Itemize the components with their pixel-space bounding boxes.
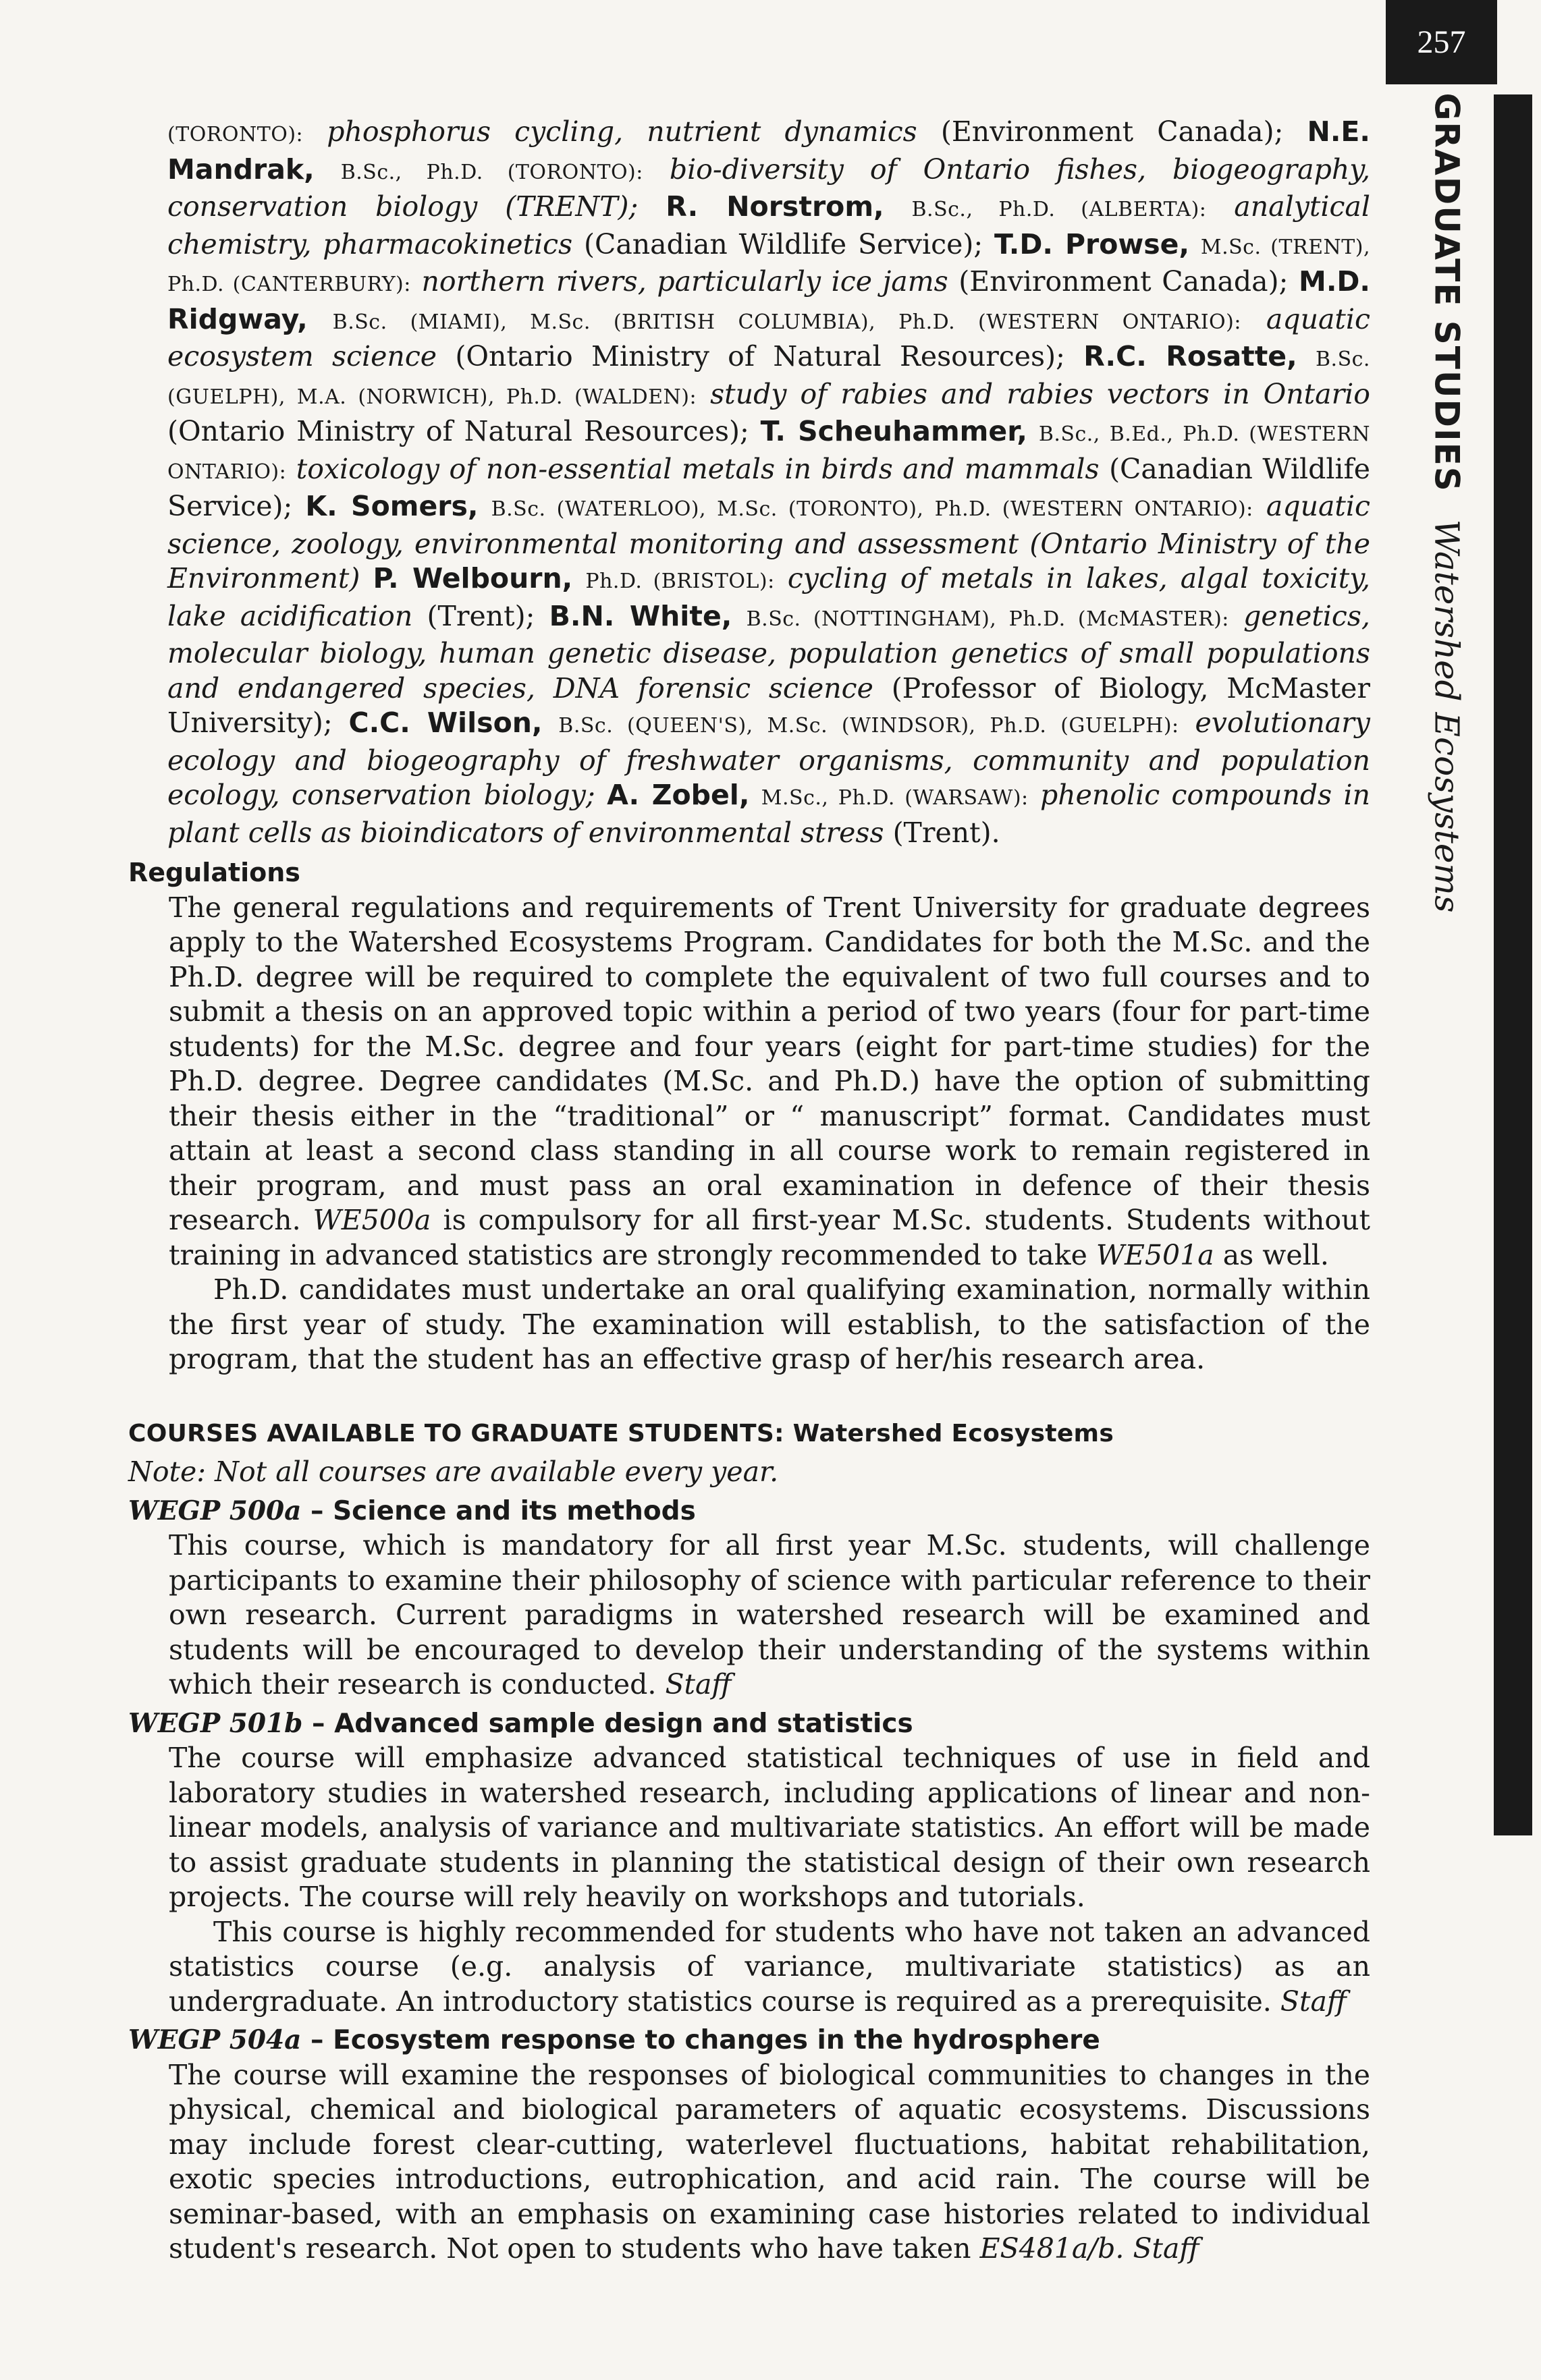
course-body-501b: The course will emphasize advanced statistical techniques of use in field and laboratory studies in watershed research, including applications of linear and non-linear models, analysis of variance and multivariate statistics. An effort will be made to assist graduate students in planning the statistical design of their own research projects. The course will rely heavily on workshops and tutorials. This course is highly recommended for students who have not taken an advanced statistics course (e.g. analysis of variance, multivariate statistics) as an undergraduate. An introductory statistics course is required as a prerequisite. Staff [169, 1742, 1370, 2018]
page-number: 257 [1386, 0, 1497, 84]
side-tab-section: GRADUATE STUDIES [1427, 92, 1466, 493]
side-tab [1399, 92, 1494, 913]
faculty-list: (TORONTO): phosphorus cycling, nutrient dynamics (Environment Canada); N.E. Mandrak, B.Sc., Ph.D. (TORONTO): bio-diversity of Ontario fishes, biogeography, conservation biology (TRENT); R. Norstrom, B.Sc., Ph.D. (ALBERTA): analytical chemistry, pharmacokinetics (Canadian Wildlife Service); T.D. Prowse, M.Sc. (TRENT), Ph.D. (CANTERBURY): northern rivers, particularly ice jams (Environment Canada); M.D. Ridgway, B.Sc. (MIAMI), M.Sc. (BRITISH COLUMBIA), Ph.D. (WESTERN ONTARIO): aquatic ecosystem science (Ontario Ministry of Natural Resources); R.C. Rosatte, B.Sc. (GUELPH), M.A. (NORWICH), Ph.D. (WALDEN): study of rabies and rabies vectors in Ontario (Ontario Ministry of Natural Resources); T. Scheuhammer, B.Sc., B.Ed., Ph.D. (WESTERN ONTARIO): toxicology of non-essential metals in birds and mammals (Canadian Wildlife Service); K. Somers, B.Sc. (WATERLOO), M.Sc. (TORONTO), Ph.D. (WESTERN ONTARIO): aquatic science, zoology, environmental monitoring and assessment (Ontario Ministry of the Environment) P. Welbourn, Ph.D. (BRISTOL): cycling of metals in lakes, algal toxicity, lake acidification (Trent); B.N. White, B.Sc. (NOTTINGHAM), Ph.D. (McMASTER): genetics, molecular biology, human genetic disease, population genetics of small populations and endangered species, DNA forensic science (Professor of Biology, McMaster University); C.C. Wilson, B.Sc. (QUEEN'S), M.Sc. (WINDSOR), Ph.D. (GUELPH): evolutionary ecology and biogeography of freshwater organisms, community and population ecology, conservation biology; A. Zobel, M.Sc., Ph.D. (WARSAW): phenolic compounds in plant cells as bioindicators of environmental stress (Trent). [167, 115, 1370, 849]
courses-heading: COURSES AVAILABLE TO GRADUATE STUDENTS: Watershed Ecosystems [128, 1419, 1114, 1447]
regulations-paragraph-1: The general regulations and requirements of Trent University for graduate degrees apply to the Watershed Ecosystems Program. Candidates for both the M.Sc. and the Ph.D. degree will be required to complete the equivalent of two full courses and to submit a thesis on an approved topic within a period of two years (four for part-time students) for the M.Sc. degree and four years (eight for part-time studies) for the Ph.D. degree. Degree candidates (M.Sc. and Ph.D.) have the option of submitting their thesis either in the “traditional” or “ manuscript” format. Candidates must attain at least a second class standing in all course work to remain registered in their program, and must pass an oral examination in defence of their thesis research. WE500a is compulsory for all first-year M.Sc. students. Students without training in advanced statistics are strongly recommended to take WE501a as well. [169, 891, 1370, 1271]
regulations-heading: Regulations [128, 858, 300, 887]
side-tab-program: Watershed Ecosystems [1427, 519, 1466, 913]
courses-note: Note: Not all courses are available every year. [128, 1456, 779, 1488]
course-body-500a: This course, which is mandatory for all first year M.Sc. students, will challenge participants to examine their philosophy of science with particular reference to their own research. Current paradigms in watershed research will be examined and students will be encouraged to develop their understanding of the systems within which their research is conducted. Staff [169, 1529, 1370, 1700]
course-title-504a: WEGP 504a – Ecosystem response to changes in the hydrosphere [128, 2024, 1100, 2055]
page-content [128, 115, 1370, 2267]
course-body-504a: The course will examine the responses of biological communities to changes in the physical, chemical and biological parameters of aquatic ecosystems. Discussions may include forest clear-cutting, waterlevel fluctuations, habitat rehabilitation, exotic species introductions, eutrophication, and acid rain. The course will be seminar-based, with an emphasis on examining case histories related to individual student's research. Not open to students who have taken ES481a/b. Staff [169, 2058, 1370, 2265]
side-bar [1494, 94, 1532, 1835]
course-title-500a: WEGP 500a – Science and its methods [128, 1495, 696, 1526]
regulations-paragraph-2: Ph.D. candidates must undertake an oral qualifying examination, normally within the first year of study. The examination will establish, to the satisfaction of the program, that the student has an effective grasp of her/his research area. [169, 1273, 1370, 1375]
course-title-501b: WEGP 501b – Advanced sample design and statistics [128, 1707, 913, 1739]
regulations-body [169, 891, 1370, 1377]
